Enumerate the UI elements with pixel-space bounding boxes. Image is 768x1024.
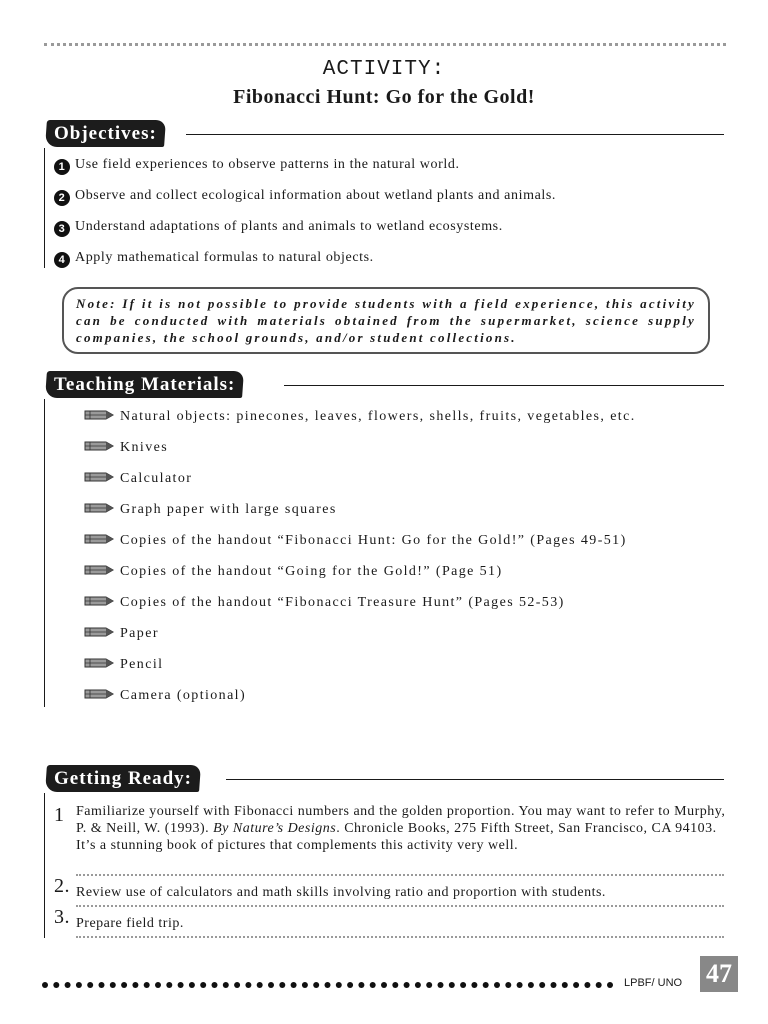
ready-item bbox=[54, 875, 726, 901]
ready-number: 1 bbox=[54, 804, 65, 826]
ready-number: 2. bbox=[54, 875, 70, 897]
material-text: Paper bbox=[120, 626, 159, 641]
pencil-icon bbox=[84, 687, 114, 701]
material-item bbox=[84, 594, 565, 611]
activity-label: ACTIVITY: bbox=[322, 58, 446, 81]
pencil-icon bbox=[84, 501, 114, 515]
number-2-icon: 2 bbox=[54, 190, 70, 206]
objective-text: Use field experiences to observe patterns in the natural world. bbox=[75, 157, 460, 172]
material-item bbox=[84, 656, 163, 673]
teaching-materials-side-bar bbox=[44, 399, 45, 707]
number-4-icon: 4 bbox=[54, 252, 70, 268]
getting-ready-heading bbox=[46, 765, 724, 793]
material-item bbox=[84, 408, 636, 425]
material-item bbox=[84, 470, 192, 487]
objective-item bbox=[54, 250, 374, 268]
bottom-dotted-divider bbox=[40, 980, 620, 990]
material-text: Calculator bbox=[120, 471, 193, 486]
teaching-materials-heading-text: Teaching Materials: bbox=[54, 374, 236, 395]
ready-number: 3. bbox=[54, 906, 70, 928]
pencil-icon bbox=[84, 439, 114, 453]
objective-text: Understand adaptations of plants and animals to wetland ecosystems. bbox=[75, 219, 503, 234]
material-item bbox=[84, 501, 337, 518]
objective-text: Apply mathematical formulas to natural objects. bbox=[75, 250, 374, 265]
objective-item bbox=[54, 157, 460, 175]
material-text: Camera (optional) bbox=[120, 688, 247, 703]
pencil-icon bbox=[84, 532, 114, 546]
pencil-icon bbox=[84, 625, 114, 639]
getting-ready-heading-text: Getting Ready: bbox=[54, 768, 193, 789]
footer-credit: LPBF/ UNO bbox=[624, 977, 683, 989]
material-text: Pencil bbox=[120, 657, 164, 672]
objectives-rule bbox=[186, 134, 724, 135]
teaching-materials-heading bbox=[46, 371, 724, 399]
material-item bbox=[84, 439, 168, 456]
objective-item bbox=[54, 219, 503, 237]
material-item bbox=[84, 687, 246, 704]
page-number: 47 bbox=[700, 956, 738, 992]
objective-text: Observe and collect ecological information about wetland plants and animals. bbox=[75, 188, 557, 203]
material-item bbox=[84, 625, 159, 642]
pencil-icon bbox=[84, 470, 114, 484]
material-text: Natural objects: pinecones, leaves, flowers, shells, fruits, vegetables, etc. bbox=[120, 409, 636, 424]
number-3-icon: 3 bbox=[54, 221, 70, 237]
ready-text: Review use of calculators and math skills involving ratio and proportion with students. bbox=[76, 885, 606, 900]
top-dotted-divider bbox=[44, 43, 726, 46]
ready-divider bbox=[76, 874, 724, 876]
pencil-icon bbox=[84, 656, 114, 670]
objective-item bbox=[54, 188, 556, 206]
ready-text: Familiarize yourself with Fibonacci numbers and the golden proportion. You may want to refer to Murphy, P. & Neill, W. (1993). By Nature’s Designs. Chronicle Books, 275 Fifth Street, San Francisco, CA 94103. It’s a stunning book of pictures that complements this activity very well. bbox=[76, 804, 726, 853]
pencil-icon bbox=[84, 408, 114, 422]
material-text: Knives bbox=[120, 440, 169, 455]
material-item bbox=[84, 532, 627, 549]
ready-item bbox=[54, 906, 726, 932]
ready-text: Prepare field trip. bbox=[76, 916, 184, 931]
number-1-icon: 1 bbox=[54, 159, 70, 175]
activity-title: Fibonacci Hunt: Go for the Gold! bbox=[233, 86, 535, 108]
material-text: Copies of the handout “Going for the Gold!” (Page 51) bbox=[120, 564, 503, 579]
objectives-heading-text: Objectives: bbox=[54, 123, 157, 144]
book-title: By Nature’s Designs bbox=[213, 821, 337, 836]
note-box: Note: If it is not possible to provide students with a field experience, this activity can be conducted with materials obtained from the supermarket, science supply companies, the school grounds, and/or student collections. bbox=[62, 287, 710, 354]
getting-ready-side-bar bbox=[44, 793, 45, 938]
objectives-side-bar bbox=[44, 148, 45, 268]
objectives-heading bbox=[46, 120, 724, 148]
material-text: Copies of the handout “Fibonacci Hunt: Go for the Gold!” (Pages 49-51) bbox=[120, 533, 627, 548]
teaching-materials-rule bbox=[284, 385, 724, 386]
pencil-icon bbox=[84, 594, 114, 608]
ready-divider bbox=[76, 936, 724, 938]
getting-ready-rule bbox=[226, 779, 724, 780]
material-text: Copies of the handout “Fibonacci Treasure Hunt” (Pages 52-53) bbox=[120, 595, 565, 610]
pencil-icon bbox=[84, 563, 114, 577]
material-item bbox=[84, 563, 503, 580]
material-text: Graph paper with large squares bbox=[120, 502, 337, 517]
ready-item bbox=[54, 803, 726, 854]
ready-divider bbox=[76, 905, 724, 907]
